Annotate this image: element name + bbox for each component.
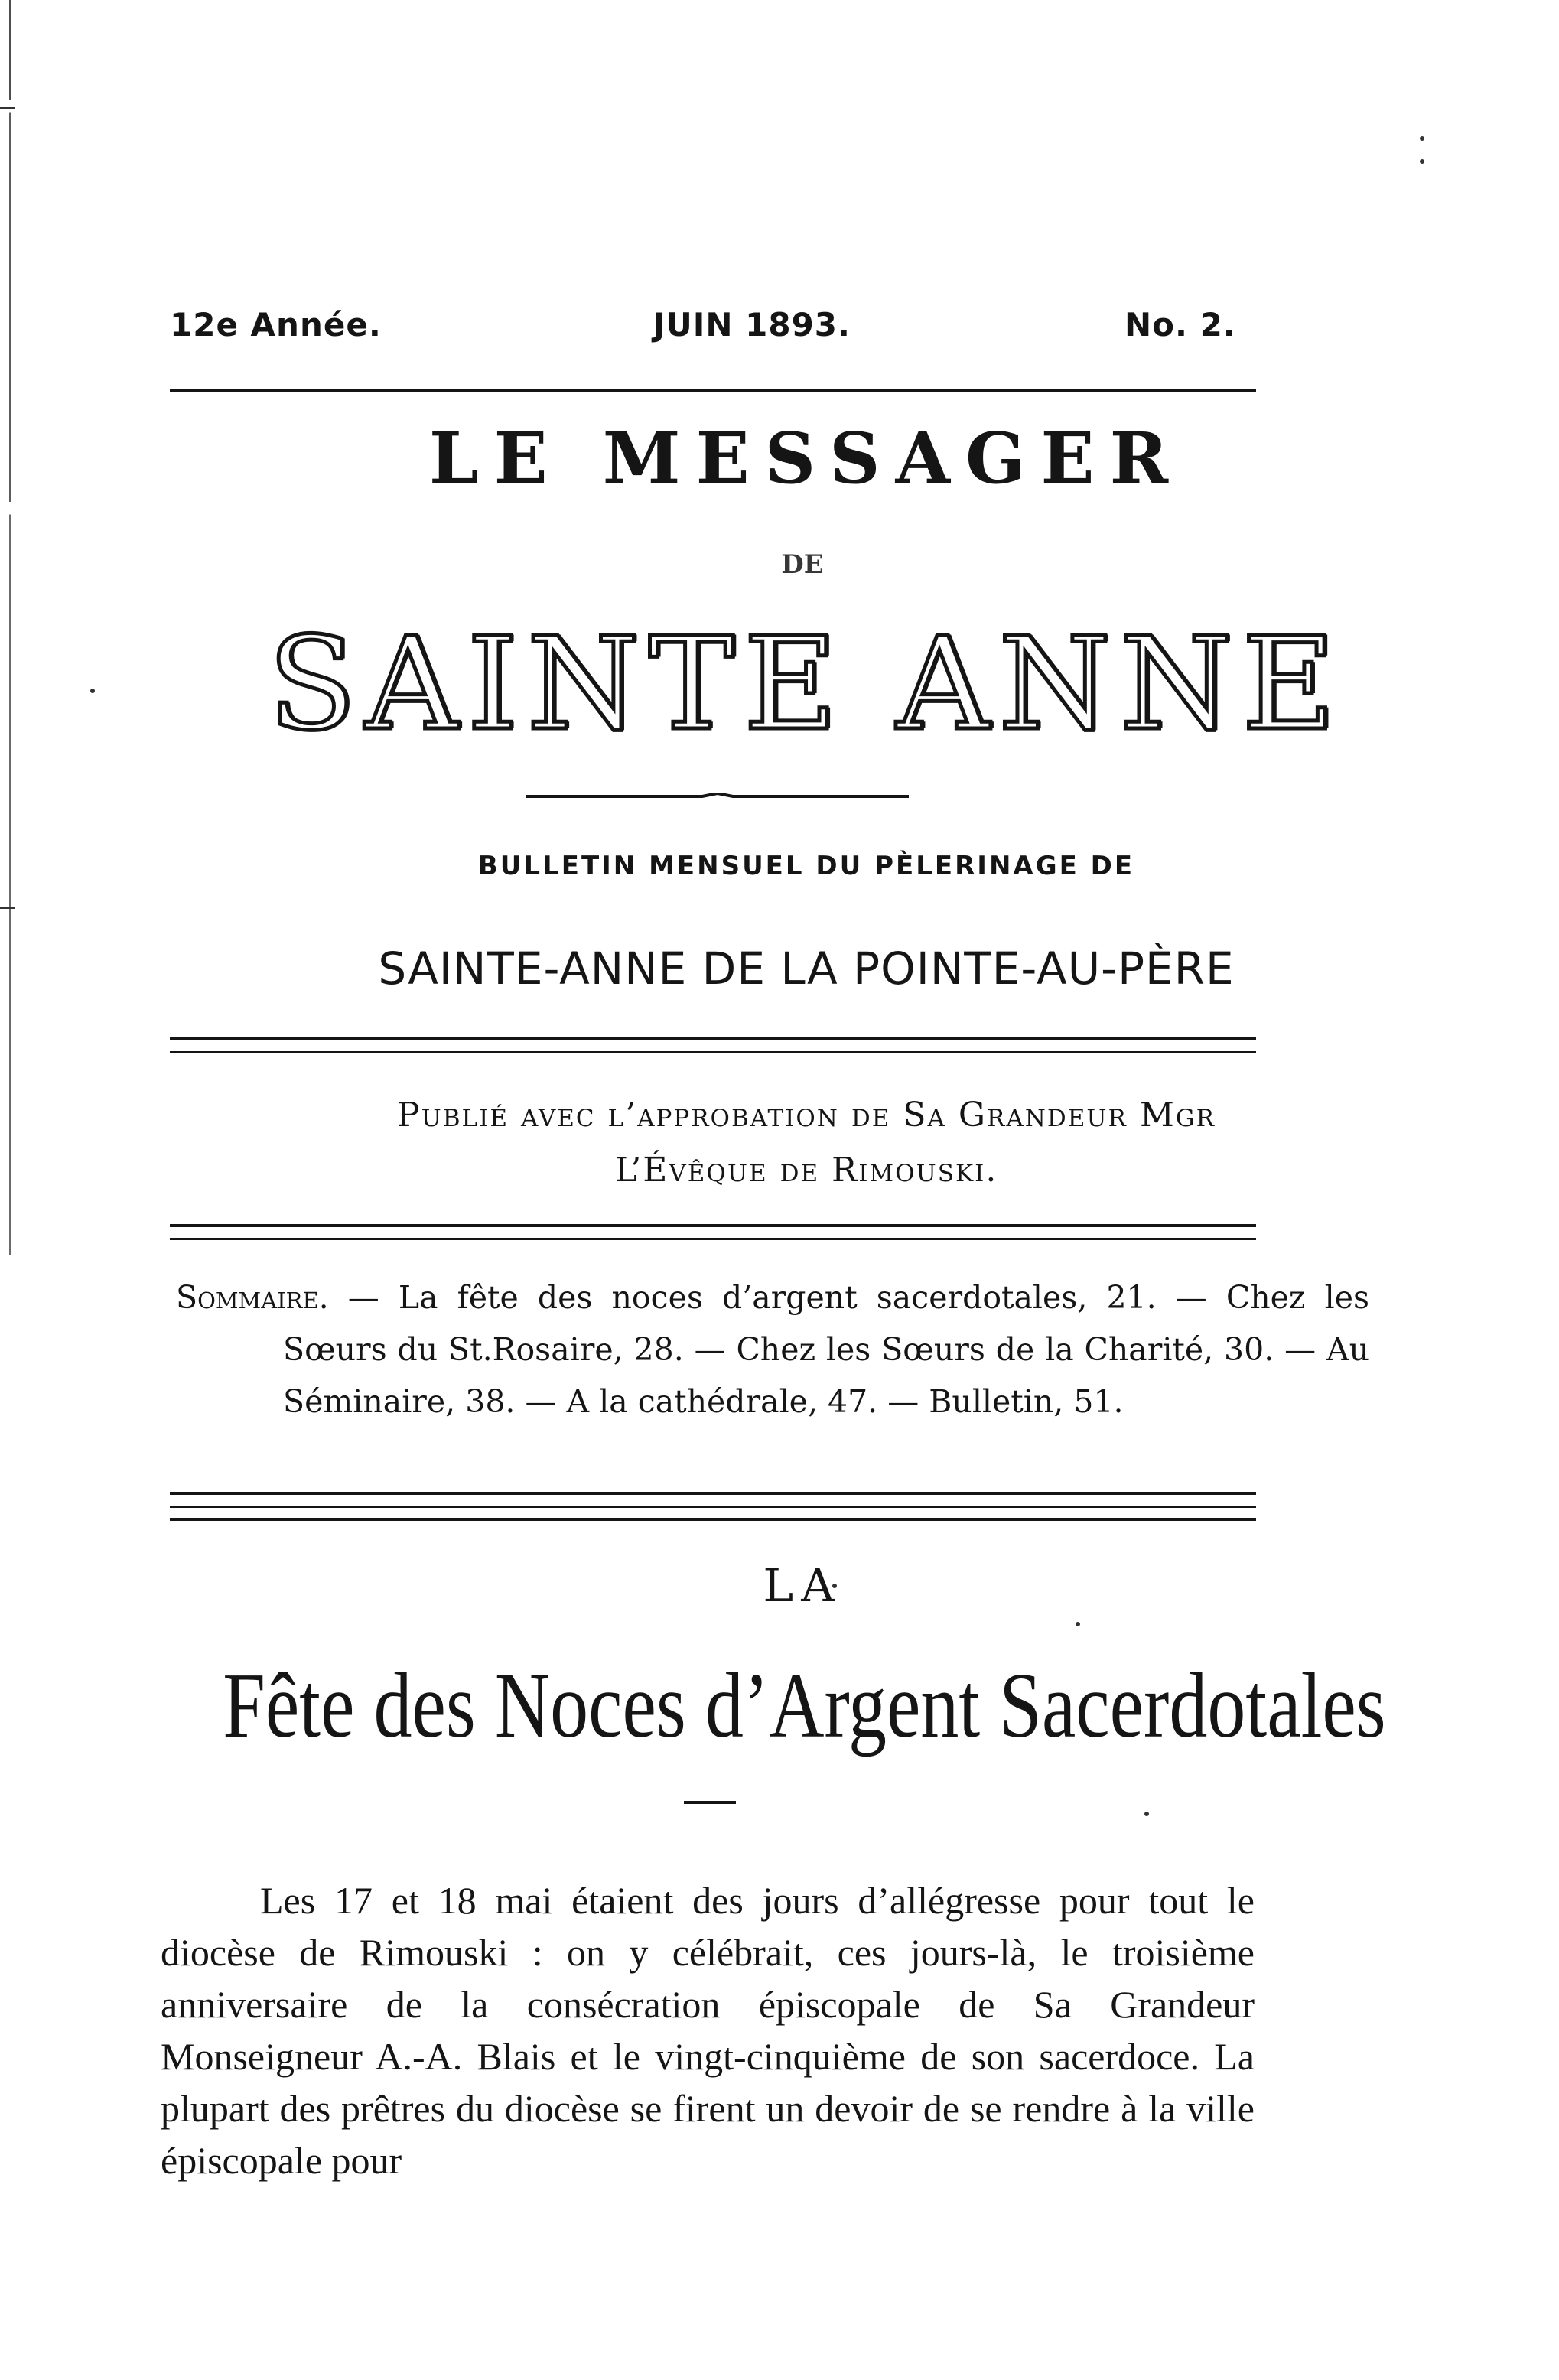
approbation-line-2: L’Évêque de Rimouski.	[614, 1151, 998, 1190]
rule-upper-2	[170, 1051, 1256, 1053]
ornament-divider	[526, 793, 909, 800]
issue-year: 12e Année.	[170, 306, 382, 343]
scan-speck	[1076, 1622, 1080, 1626]
article-body	[161, 1874, 1255, 2186]
scan-speck	[1420, 136, 1424, 141]
masthead-title-main: SAINTE ANNE	[268, 609, 1345, 759]
rule-lower-2	[170, 1506, 1256, 1508]
rule-middle-1	[170, 1224, 1256, 1227]
scan-speck	[1144, 1812, 1149, 1816]
pilgrimage-place: SAINTE-ANNE DE LA POINTE-AU-PÈRE	[378, 943, 1235, 995]
rule-middle-2	[170, 1238, 1256, 1240]
rule-upper-1	[170, 1037, 1256, 1040]
article-paragraph: Les 17 et 18 mai étaient des jours d’allégresse pour tout le diocèse de Rimouski : on y célébrait, ces jours-là, le troisième anniversaire de la consécration épiscopale de Sa Grandeur Monseigneur A.-A. Blais et le vingt-cinquième de son sacerdoce. La plupart des prêtres du diocèse se firent un devoir de se rendre à la ville épiscopale pour	[161, 1879, 1255, 2182]
approbation-line-1: Publié avec l’approbation de Sa Grandeur Mgr	[397, 1096, 1216, 1135]
header-rule	[170, 389, 1256, 392]
toc-lead: Sommaire.	[176, 1279, 329, 1316]
table-of-contents	[176, 1271, 1369, 1428]
scan-edge-tick	[0, 907, 15, 909]
title-dash	[684, 1801, 736, 1804]
masthead-title-top: LE MESSAGER	[428, 417, 1184, 500]
rule-lower-3	[170, 1518, 1256, 1521]
bulletin-subtitle: BULLETIN MENSUEL DU PÈLERINAGE DE	[477, 851, 1135, 881]
article-title: Fête des Noces d’Argent Sacerdotales	[223, 1654, 1386, 1757]
issue-date: JUIN 1893.	[653, 306, 851, 343]
toc-text: — La fête des noces d’argent sacerdotales, 21. — Chez les Sœurs du St.Rosaire, 28. — Chez les Sœurs de la Charité, 30. — Au Séminaire, 38. — A la cathédrale, 47. — Bulletin, 51.	[283, 1279, 1369, 1420]
scan-speck	[1420, 159, 1424, 164]
rule-lower-1	[170, 1492, 1256, 1495]
masthead-connector: DE	[781, 549, 824, 580]
issue-number: No. 2.	[1124, 306, 1236, 343]
article-pre-title: LA	[763, 1559, 842, 1613]
scan-edge-tick	[0, 107, 15, 109]
